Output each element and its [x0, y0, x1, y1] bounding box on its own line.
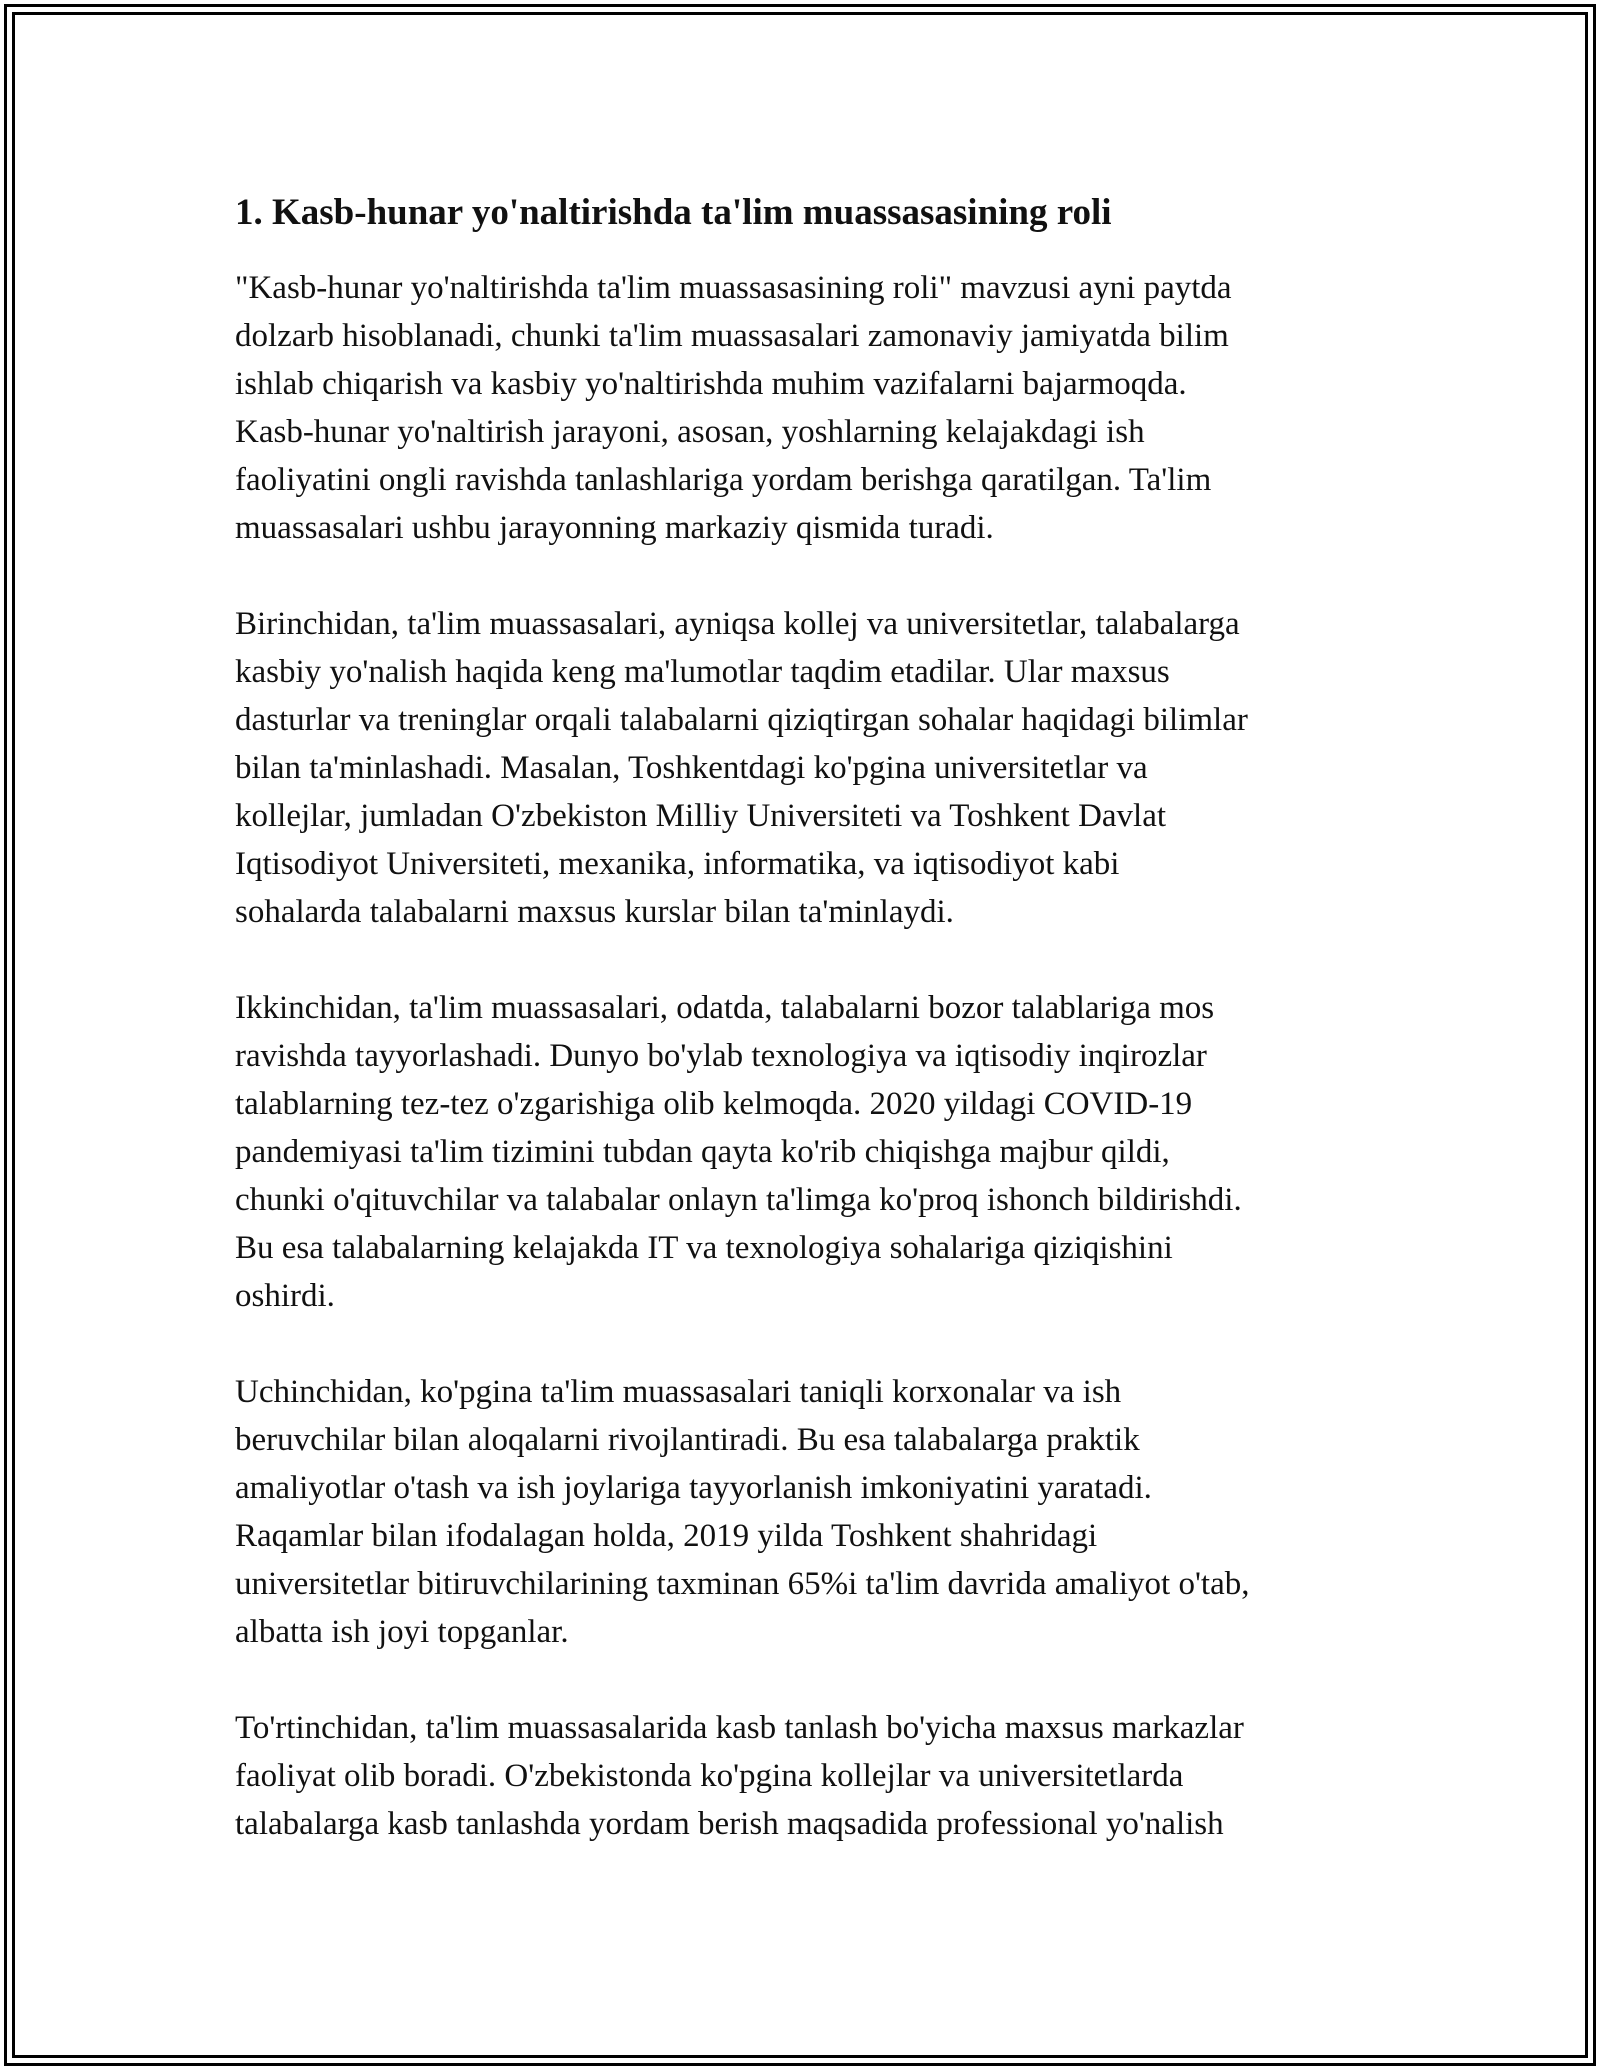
paragraph-line: ravishda tayyorlashadi. Dunyo bo'ylab texnologiya va iqtisodiy inqirozlar — [235, 1038, 1207, 1074]
paragraph-line: albatta ish joyi topganlar. — [235, 1614, 569, 1650]
paragraph-line: universitetlar bitiruvchilarining taxminan 65%i ta'lim davrida amaliyot o'tab, — [235, 1566, 1250, 1602]
paragraph-line: bilan ta'minlashadi. Masalan, Toshkentdagi ko'pgina universitetlar va — [235, 750, 1148, 786]
paragraph — [235, 984, 1375, 1320]
paragraph — [235, 1368, 1375, 1656]
paragraph-line: Bu esa talabalarning kelajakda IT va texnologiya sohalariga qiziqishini — [235, 1230, 1173, 1266]
document-body — [235, 188, 1375, 1896]
paragraph-line: faoliyatini ongli ravishda tanlashlariga yordam berishga qaratilgan. Ta'lim — [235, 462, 1212, 498]
paragraph — [235, 1704, 1375, 1848]
paragraph-line: Uchinchidan, ko'pgina ta'lim muassasalari taniqli korxonalar va ish — [235, 1374, 1122, 1410]
paragraph-line: beruvchilar bilan aloqalarni rivojlantiradi. Bu esa talabalarga praktik — [235, 1422, 1140, 1458]
paragraph-line: talabalarga kasb tanlashda yordam berish maqsadida professional yo'nalish — [235, 1806, 1224, 1842]
paragraph-line: muassasalari ushbu jarayonning markaziy qismida turadi. — [235, 510, 994, 546]
paragraph-line: dolzarb hisoblanadi, chunki ta'lim muassasalari zamonaviy jamiyatda bilim — [235, 318, 1229, 354]
paragraph-line: dasturlar va treninglar orqali talabalarni qiziqtirgan sohalar haqidagi bilimlar — [235, 702, 1248, 738]
paragraph-line: talablarning tez-tez o'zgarishiga olib kelmoqda. 2020 yildagi COVID-19 — [235, 1086, 1193, 1122]
paragraph-line: pandemiyasi ta'lim tizimini tubdan qayta ko'rib chiqishga majbur qildi, — [235, 1134, 1170, 1170]
paragraph-line: kollejlar, jumladan O'zbekiston Milliy Universiteti va Toshkent Davlat — [235, 798, 1167, 834]
paragraph-line: Iqtisodiyot Universiteti, mexanika, informatika, va iqtisodiyot kabi — [235, 846, 1120, 882]
paragraph-line: Birinchidan, ta'lim muassasalari, ayniqsa kollej va universitetlar, talabalarga — [235, 606, 1240, 642]
paragraph-line: "Kasb-hunar yo'naltirishda ta'lim muassasasining roli" mavzusi ayni paytda — [235, 270, 1232, 306]
paragraph — [235, 264, 1375, 552]
paragraph-line: To'rtinchidan, ta'lim muassasalarida kasb tanlash bo'yicha maxsus markazlar — [235, 1710, 1244, 1746]
paragraph-line: ishlab chiqarish va kasbiy yo'naltirishda muhim vazifalarni bajarmoqda. — [235, 366, 1187, 402]
paragraph — [235, 600, 1375, 936]
paragraph-line: amaliyotlar o'tash va ish joylariga tayyorlanish imkoniyatini yaratadi. — [235, 1470, 1152, 1506]
paragraph-line: Raqamlar bilan ifodalagan holda, 2019 yilda Toshkent shahridagi — [235, 1518, 1098, 1554]
paragraph-line: Kasb-hunar yo'naltirish jarayoni, asosan, yoshlarning kelajakdagi ish — [235, 414, 1145, 450]
paragraph-line: faoliyat olib boradi. O'zbekistonda ko'pgina kollejlar va universitetlarda — [235, 1758, 1184, 1794]
paragraph-line: sohalarda talabalarni maxsus kurslar bilan ta'minlaydi. — [235, 894, 954, 930]
paragraph-line: chunki o'qituvchilar va talabalar onlayn ta'limga ko'proq ishonch bildirishdi. — [235, 1182, 1242, 1218]
paragraph-line: oshirdi. — [235, 1278, 335, 1314]
paragraph-list — [235, 264, 1375, 1848]
paragraph-line: kasbiy yo'nalish haqida keng ma'lumotlar taqdim etadilar. Ular maxsus — [235, 654, 1170, 690]
paragraph-line: Ikkinchidan, ta'lim muassasalari, odatda, talabalarni bozor talablariga mos — [235, 990, 1215, 1026]
section-heading: 1. Kasb-hunar yo'naltirishda ta'lim muassasasining roli — [235, 192, 1112, 233]
